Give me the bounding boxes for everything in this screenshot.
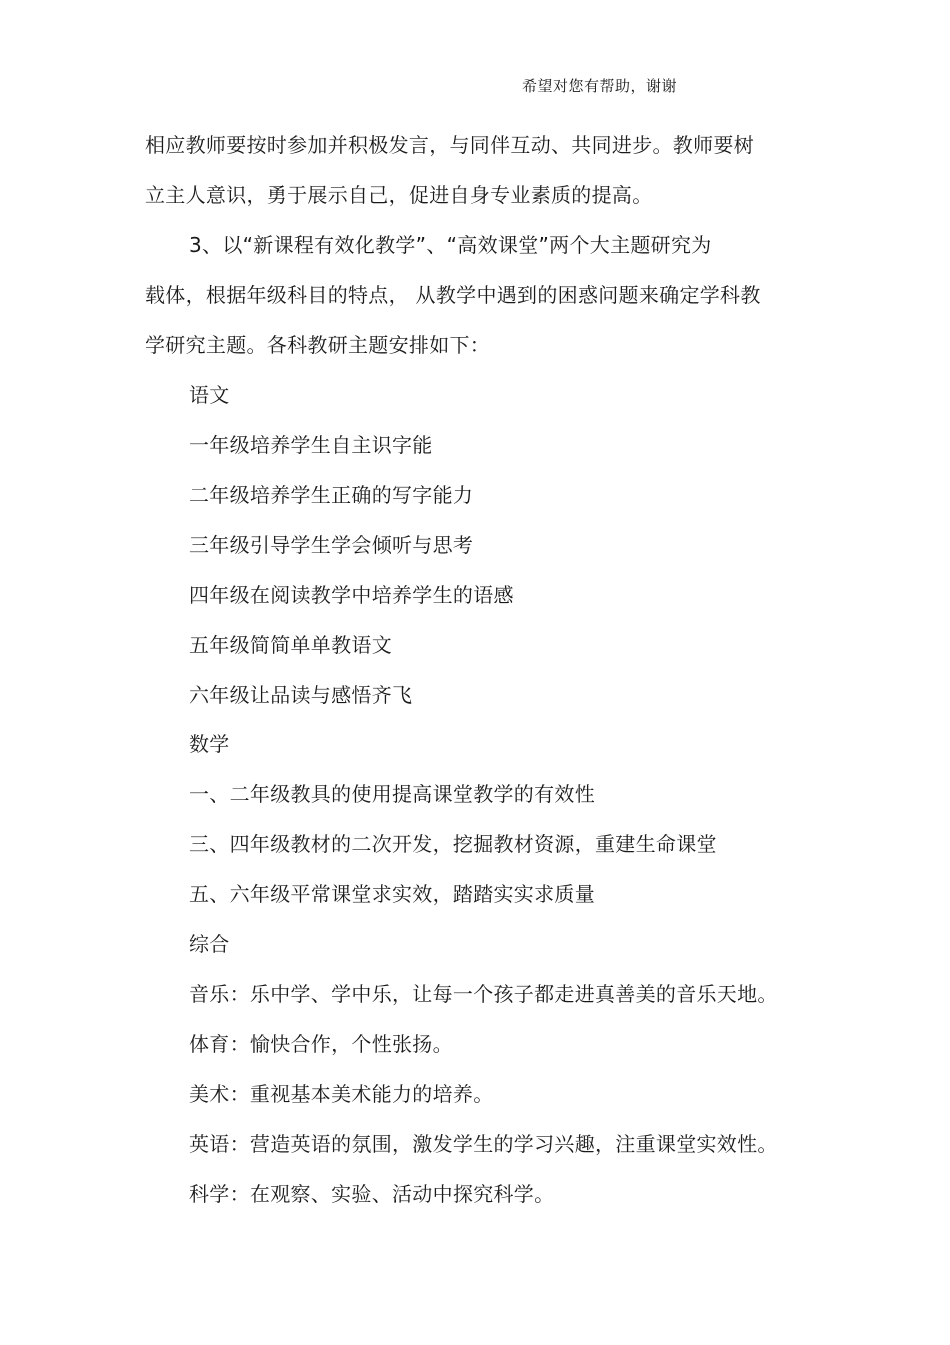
list-item: 一年级培养学生自主识字能 [189,433,433,457]
header-note: 希望对您有帮助，谢谢 [522,77,678,95]
paragraph-line: 学研究主题。各科教研主题安排如下： [145,333,491,357]
list-item: 五年级简简单单教语文 [189,633,392,657]
section-heading-chinese: 语文 [189,383,230,407]
paragraph-line: 3、以“新课程有效化教学”、“高效课堂”两个大主题研究为 [189,233,712,257]
paragraph-line: 载体，根据年级科目的特点， 从教学中遇到的困惑问题来确定学科教 [145,283,761,307]
section-heading-math: 数学 [189,732,230,756]
list-item: 科学：在观察、实验、活动中探究科学。 [189,1182,555,1206]
list-item: 五、六年级平常课堂求实效，踏踏实实求质量 [189,882,595,906]
list-item: 美术：重视基本美术能力的培养。 [189,1082,494,1106]
list-item: 四年级在阅读教学中培养学生的语感 [189,583,514,607]
list-item: 二年级培养学生正确的写字能力 [189,483,474,507]
list-item: 英语：营造英语的氛围，激发学生的学习兴趣，注重课堂实效性。 [189,1132,778,1156]
list-item: 三、四年级教材的二次开发，挖掘教材资源，重建生命课堂 [189,832,717,856]
paragraph-line: 立主人意识，勇于展示自己，促进自身专业素质的提高。 [145,183,653,207]
paragraph-line: 相应教师要按时参加并积极发言，与同伴互动、共同进步。教师要树 [145,133,754,157]
list-item: 音乐：乐中学、学中乐，让每一个孩子都走进真善美的音乐天地。 [189,982,778,1006]
list-item: 一、二年级教具的使用提高课堂教学的有效性 [189,782,595,806]
list-item: 三年级引导学生学会倾听与思考 [189,533,474,557]
list-item: 六年级让品读与感悟齐飞 [189,683,413,707]
list-item: 体育：愉快合作，个性张扬。 [189,1032,453,1056]
section-heading-comprehensive: 综合 [189,932,230,956]
